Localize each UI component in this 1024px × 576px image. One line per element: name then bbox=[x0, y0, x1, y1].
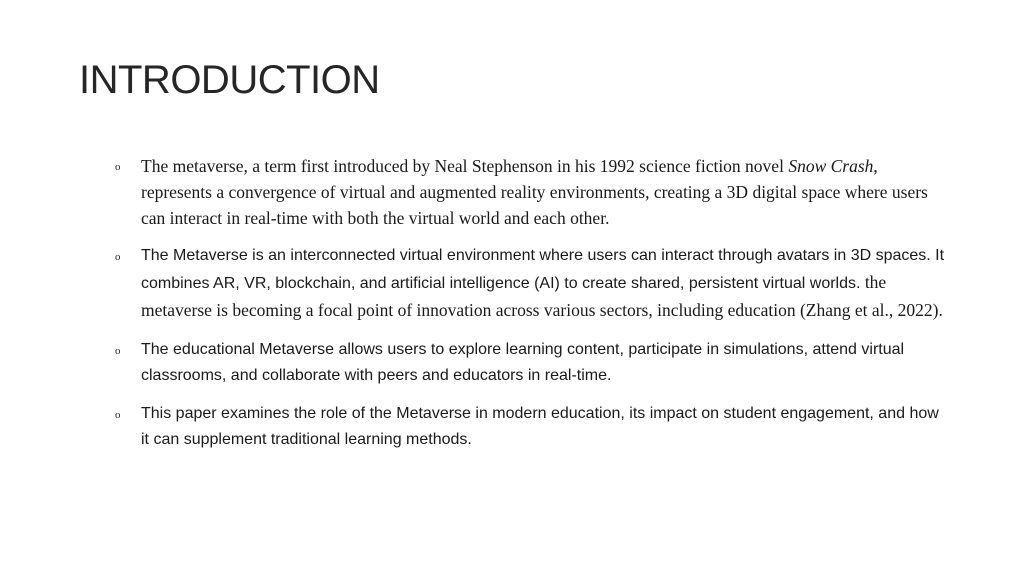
bullet-marker: o bbox=[115, 251, 121, 263]
bullet-item-4 bbox=[115, 401, 950, 453]
bullet-text bbox=[141, 243, 950, 325]
bullet-item-1 bbox=[115, 153, 950, 231]
bullet-item-2 bbox=[115, 243, 950, 325]
bullet-marker: o bbox=[115, 161, 121, 173]
bullet-text-part: The Metaverse is an interconnected virtual environment where users can interact through avatars in 3D spaces. It combines AR, VR, blockchain, and artificial intelligence (AI) to create shared, persistent virtual worlds. bbox=[141, 247, 945, 292]
slide-title: INTRODUCTION bbox=[79, 58, 380, 102]
book-title: Snow Crash bbox=[788, 156, 874, 176]
bullet-text: The educational Metaverse allows users to explore learning content, participate in simulations, attend virtual classrooms, and collaborate with peers and educators in real-time. bbox=[141, 341, 905, 384]
bullet-text bbox=[141, 153, 950, 231]
bullet-text: This paper examines the role of the Metaverse in modern education, its impact on student engagement, and how it can supplement traditional learning methods. bbox=[141, 405, 939, 448]
bullet-text-part: the metaverse is becoming a focal point of innovation across various sectors, including education (Zhang et al., 2022). bbox=[141, 272, 943, 320]
bullet-item-3 bbox=[115, 337, 950, 389]
bullet-marker: o bbox=[115, 409, 121, 421]
bullet-marker: o bbox=[115, 345, 121, 357]
bullet-text-part: , represents a convergence of virtual and augmented reality environments, creating a 3D digital space where users can interact in real-time with both the virtual world and each other. bbox=[141, 156, 928, 228]
bullet-list bbox=[115, 153, 950, 465]
bullet-text-part: The metaverse, a term first introduced by Neal Stephenson in his 1992 science fiction novel bbox=[141, 156, 789, 176]
